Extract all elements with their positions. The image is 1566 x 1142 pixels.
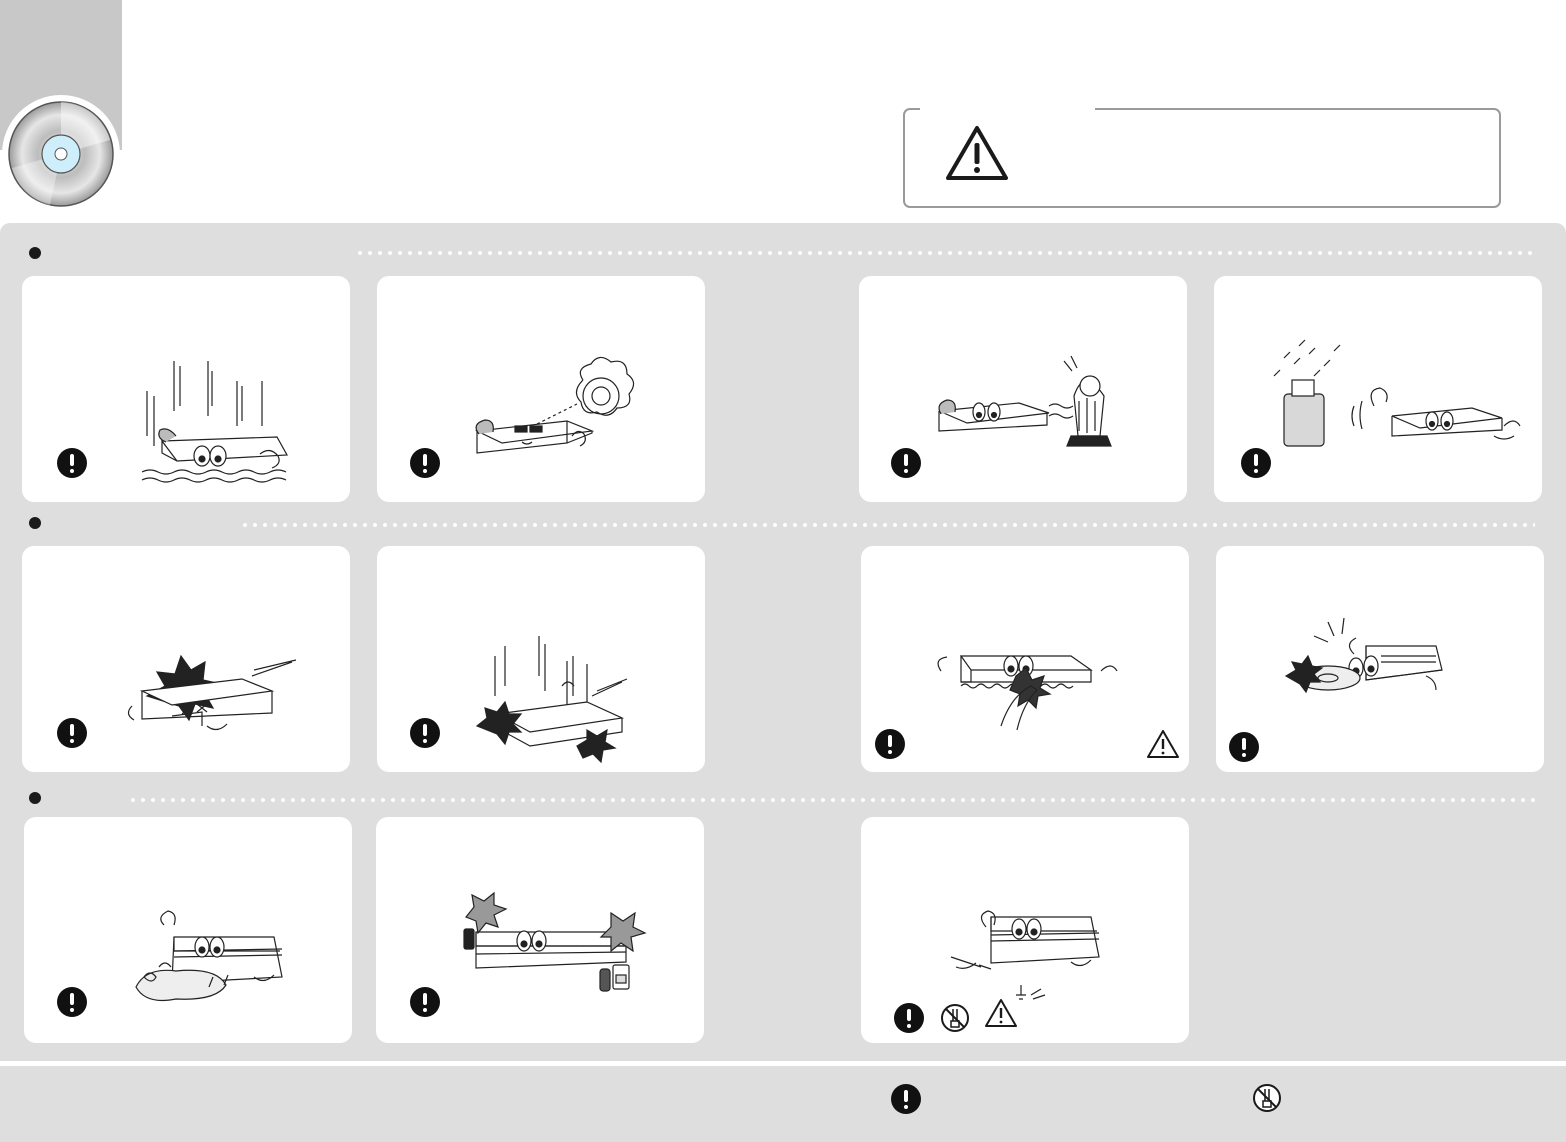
exclamation-circle-icon [57,718,87,748]
card-disassembly [861,817,1189,1043]
warning-triangle-icon [944,124,1010,187]
exclamation-circle-icon [410,718,440,748]
card-drive-sun [377,276,705,502]
card-drive-tray [861,546,1189,772]
no-disassembly-icon [1252,1083,1282,1113]
cracked-disc-illustration [1216,546,1544,772]
card-drive-dropped [377,546,705,772]
exclamation-circle-icon [57,987,87,1017]
card-chemicals [376,817,704,1043]
exclamation-circle-icon [875,729,905,759]
exclamation-circle-icon [410,987,440,1017]
card-drive-heater [859,276,1187,502]
card-drive-water [22,276,350,502]
section-1-dotted-rule [355,251,1535,255]
exclamation-circle-icon [894,1003,924,1033]
exclamation-circle-icon [57,448,87,478]
cd-disc-icon [2,95,120,213]
section-1-bullet-icon [29,247,41,259]
warning-triangle-icon [1145,728,1181,760]
no-disassembly-icon [940,1003,970,1033]
card-liquid-spill [24,817,352,1043]
section-3-dotted-rule [128,798,1535,802]
footer-panel [0,1066,1566,1142]
section-3-bullet-icon [29,792,41,804]
exclamation-circle-icon [1229,732,1259,762]
exclamation-circle-icon [891,1084,921,1114]
section-2-dotted-rule [240,523,1535,527]
card-drive-impact [22,546,350,772]
caution-box-gap [920,105,1095,113]
drive-tray-pinched-finger-illustration [861,546,1189,772]
section-2-bullet-icon [29,517,41,529]
exclamation-circle-icon [410,448,440,478]
exclamation-circle-icon [891,448,921,478]
warning-triangle-icon [983,997,1019,1029]
exclamation-circle-icon [1241,448,1271,478]
card-cracked-disc [1216,546,1544,772]
card-drive-humidifier [1214,276,1542,502]
